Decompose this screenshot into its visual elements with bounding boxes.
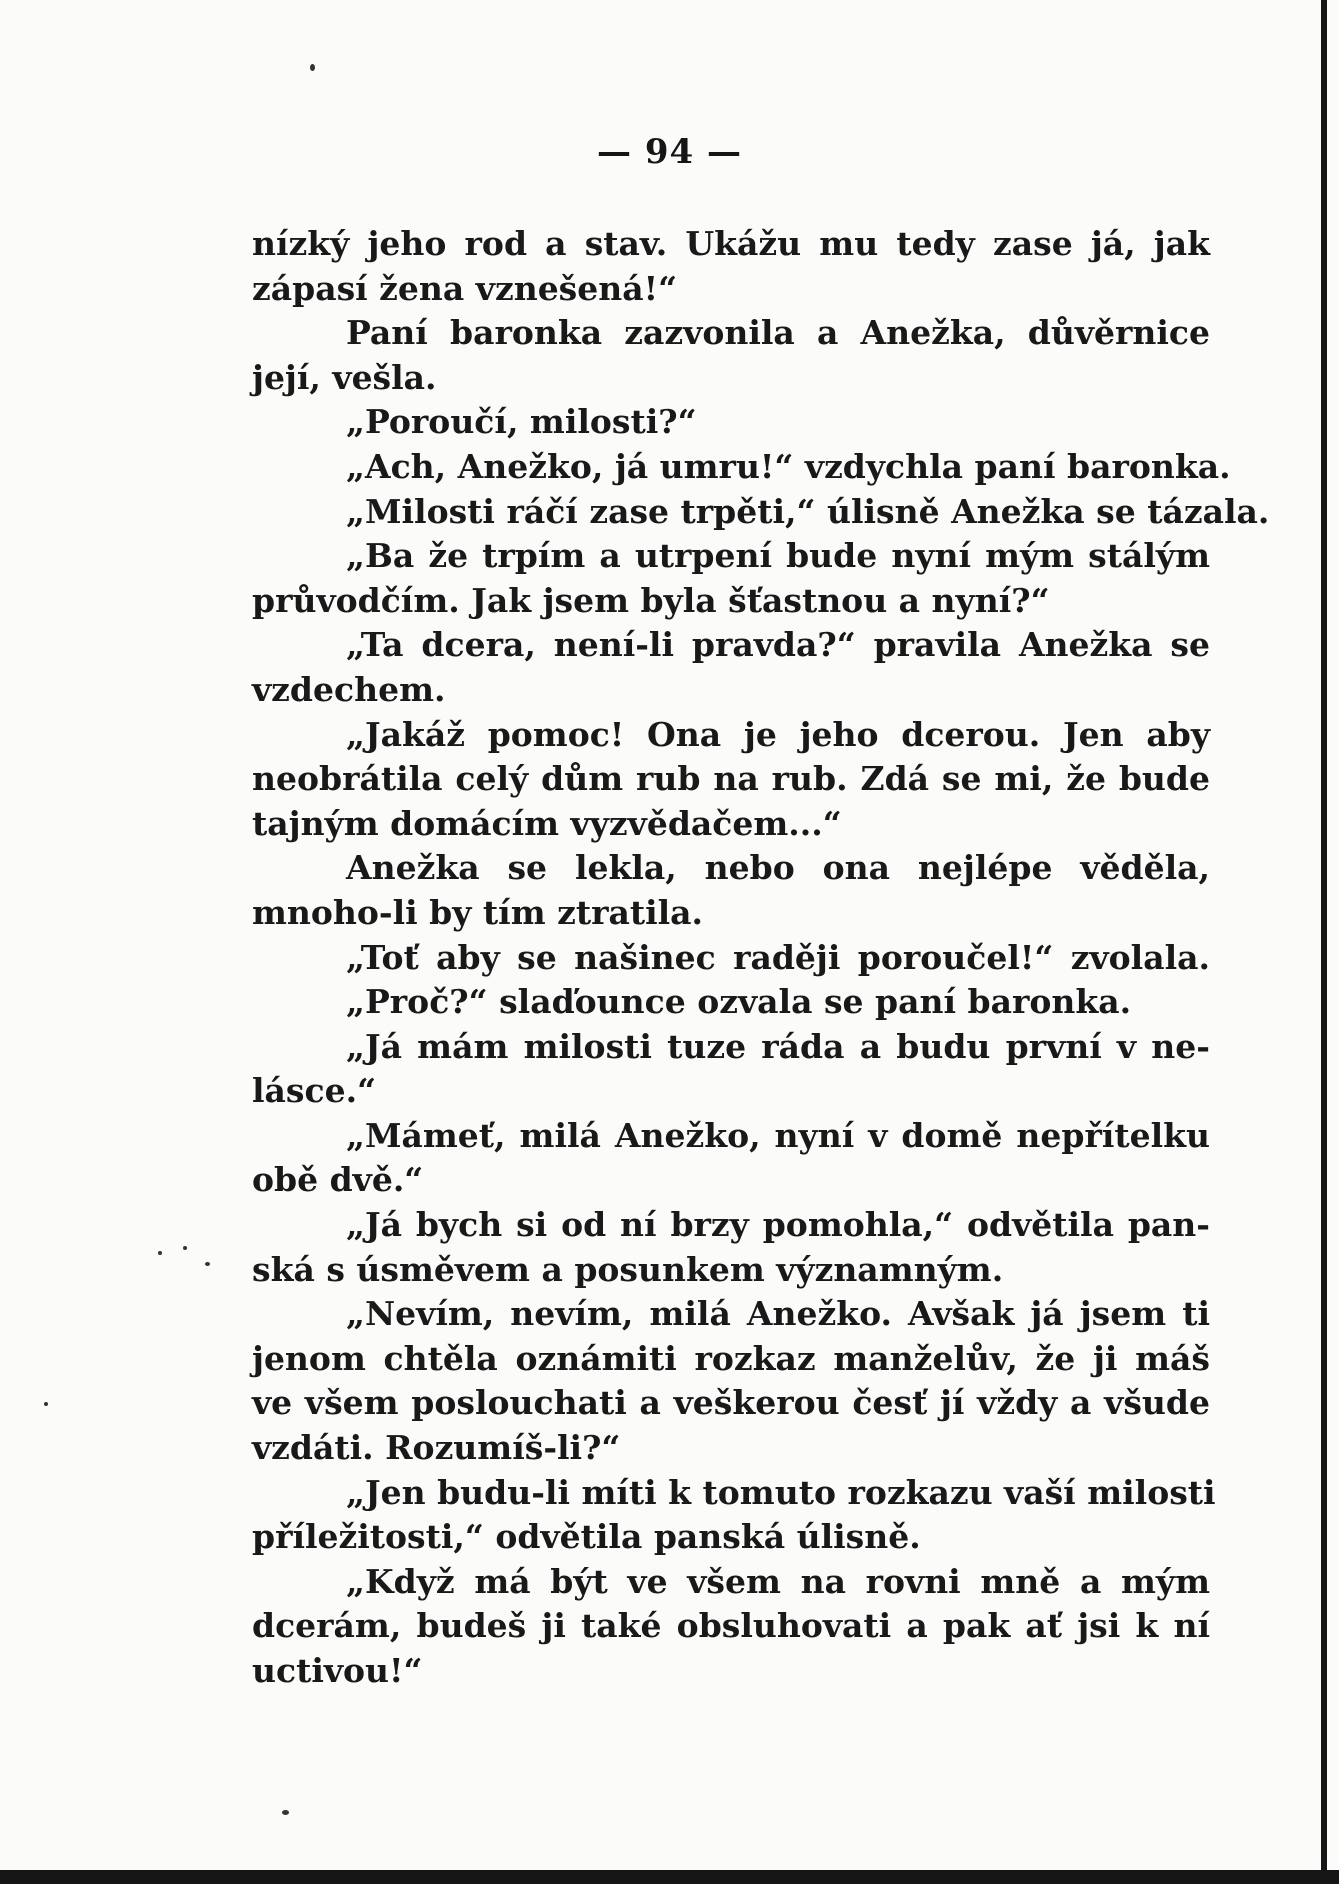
paper-speck [282, 1810, 289, 1815]
text-line: ská s úsměvem a posunkem významným. [252, 1249, 1004, 1289]
text-line: vzdechem. [252, 669, 446, 709]
text-line: její, vešla. [252, 357, 437, 397]
text-line: průvodčím. Jak jsem byla šťastnou a nyní?“ [252, 580, 1050, 620]
text-line: jenom chtěla oznámiti rozkaz manželův, že ji máš [252, 1338, 1210, 1378]
page-body-text [252, 222, 1270, 1694]
text-line: „Jen budu-li míti k tomuto rozkazu vaší milosti [346, 1472, 1216, 1512]
text-line: „Mámeť, milá Anežko, nyní v domě nepřítelku [346, 1115, 1210, 1155]
page-edge-shadow-bottom [0, 1870, 1339, 1884]
text-line: neobrátila celý dům rub na rub. Zdá se mi, že bude [252, 759, 1210, 799]
text-line: lásce.“ [252, 1071, 377, 1111]
text-line: „Ta dcera, není-li pravda?“ pravila Anežka se [346, 625, 1210, 665]
text-line: uctivou!“ [252, 1651, 423, 1690]
text-line: zápasí žena vznešená!“ [252, 268, 678, 308]
text-line: nízký jeho rod a stav. Ukážu mu tedy zase já, jak [252, 224, 1210, 263]
text-line: „Ba že trpím a utrpení bude nyní mým stálým [346, 536, 1210, 576]
text-line: Paní baronka zazvonila a Anežka, důvěrnice [346, 313, 1210, 353]
paper-speck [183, 1246, 187, 1250]
paper-speck [44, 1402, 48, 1406]
text-line: obě dvě.“ [252, 1160, 424, 1200]
page-number: — 94 — [597, 132, 742, 172]
text-line: příležitosti,“ odvětila panská úlisně. [252, 1517, 921, 1557]
text-line: „Já mám milosti tuze ráda a budu první v ne- [346, 1026, 1210, 1066]
text-line: „Já bych si od ní brzy pomohla,“ odvětila pan- [346, 1205, 1210, 1245]
text-line: mnoho-li by tím ztratila. [252, 892, 704, 932]
text-line: dcerám, budeš ji také obsluhovati a pak ať jsi k ní [252, 1606, 1210, 1646]
text-line: „Jakáž pomoc! Ona je jeho dcerou. Jen aby [346, 714, 1210, 754]
text-line: Anežka se lekla, nebo ona nejlépe věděla, [346, 848, 1210, 888]
text-line: „Proč?“ slaďounce ozvala se paní baronka. [346, 982, 1132, 1022]
text-line: „Toť aby se našinec raději poroučel!“ zvolala. [346, 937, 1210, 977]
paper-speck [158, 1251, 162, 1255]
text-line: „Poroučí, milosti?“ [346, 402, 697, 442]
text-line: „Nevím, nevím, milá Anežko. Avšak já jsem ti [346, 1294, 1210, 1334]
text-line: vzdáti. Rozumíš-li?“ [252, 1428, 621, 1468]
paper-speck [205, 1262, 210, 1266]
page-edge-shadow-right [1321, 0, 1327, 1884]
text-line: „Milosti ráčí zase trpěti,“ úlisně Anežka se tázala. [346, 491, 1270, 531]
text-line: „Když má být ve všem na rovni mně a mým [346, 1561, 1210, 1601]
text-line: tajným domácím vyzvědačem...“ [252, 803, 842, 843]
text-line: ve všem poslouchati a veškerou česť jí vždy a všude [252, 1383, 1210, 1423]
text-line: „Ach, Anežko, já umru!“ vzdychla paní baronka. [346, 446, 1231, 486]
paper-speck [310, 64, 315, 71]
